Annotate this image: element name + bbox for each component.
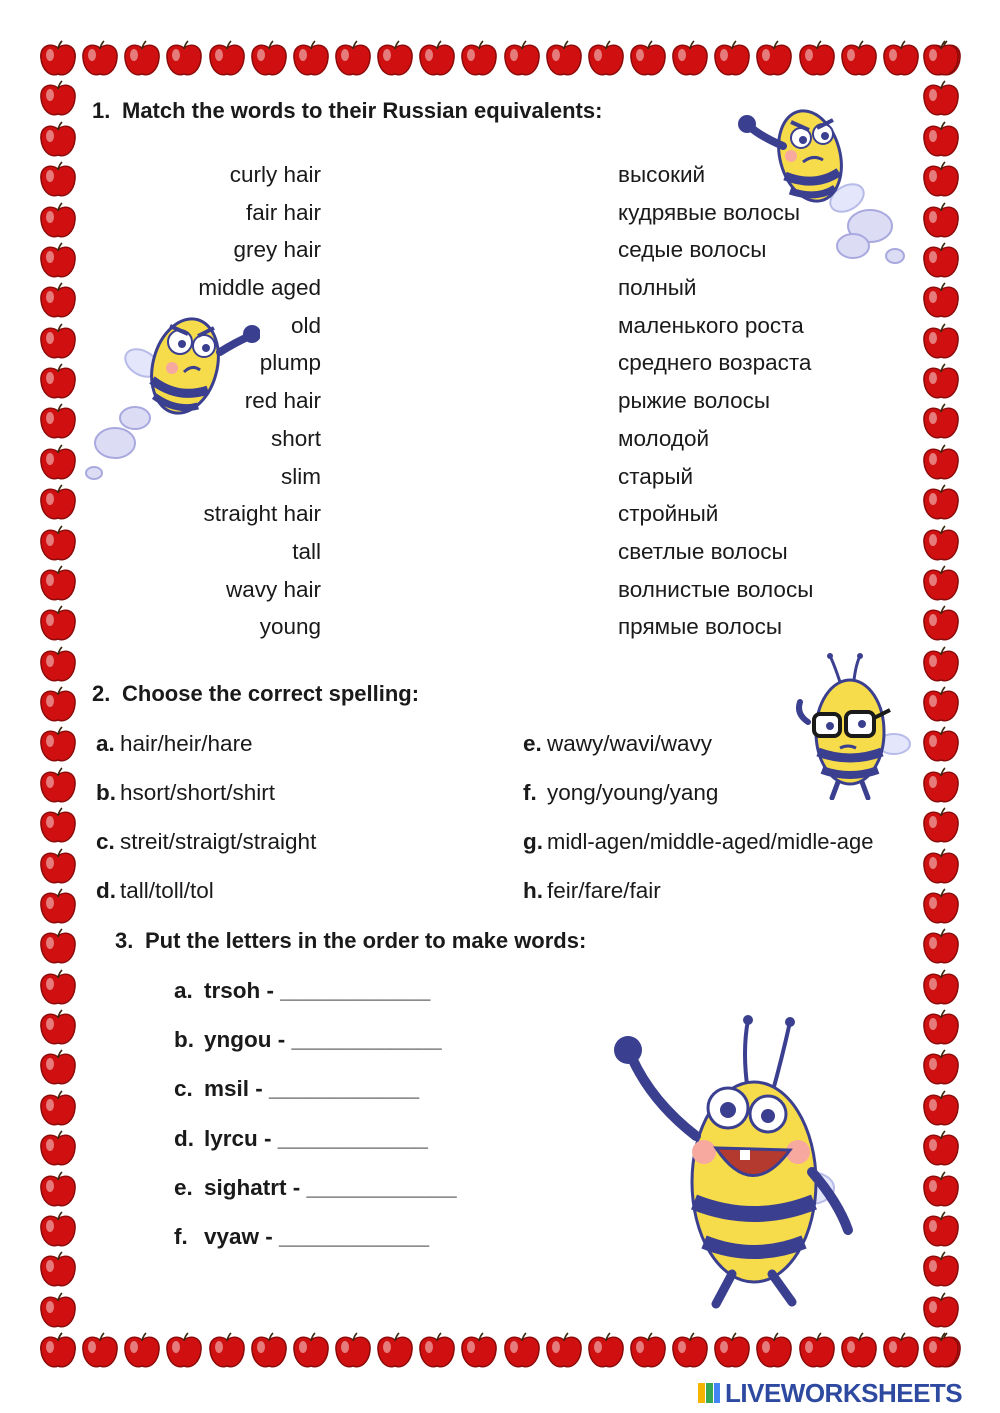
section1-title: Match the words to their Russian equivalents: (122, 98, 603, 123)
english-word[interactable]: wavy hair (225, 576, 321, 602)
angry-bee-left-illustration (80, 308, 260, 493)
scrambled-word-item[interactable]: e. sighatrt - ____________ (174, 1174, 457, 1200)
english-word[interactable]: grey hair (233, 237, 321, 263)
section2-number: 2. (92, 681, 111, 706)
russian-word[interactable]: прямые волосы (618, 614, 783, 640)
spelling-item: f. yong/young/yang (523, 780, 719, 805)
russian-word[interactable]: светлые волосы (618, 538, 788, 564)
spelling-item: c. streit/straigt/straight (96, 829, 317, 854)
section1-number: 1. (92, 98, 111, 123)
scrambled-word-item[interactable]: b. yngou - ____________ (174, 1027, 442, 1053)
logo-text: LIVEWORKSHEETS (725, 1377, 963, 1408)
english-word[interactable]: fair hair (245, 199, 321, 225)
russian-word[interactable]: молодой (618, 425, 710, 451)
spelling-options[interactable]: tall/toll/tol (120, 878, 214, 903)
section3-heading (115, 928, 586, 954)
english-word[interactable]: middle aged (198, 275, 321, 301)
russian-word[interactable]: полный (618, 275, 697, 301)
happy-bee-illustration (612, 1012, 860, 1315)
russian-word[interactable]: рыжие волосы (618, 388, 771, 414)
section2-title: Choose the correct spelling: (122, 681, 420, 706)
logo-mark-icon (697, 1381, 721, 1405)
english-word[interactable]: red hair (244, 388, 321, 414)
spelling-item: e. wawy/wavi/wavy (523, 731, 713, 756)
english-word[interactable]: tall (292, 538, 321, 564)
scrambled-word-item[interactable]: f. vyaw - ____________ (174, 1223, 430, 1249)
spelling-options[interactable]: wawy/wavi/wavy (547, 731, 713, 756)
english-word[interactable]: old (290, 312, 321, 338)
russian-word[interactable]: стройный (618, 501, 719, 527)
scrambled-word-item[interactable]: c. msil - ____________ (174, 1076, 420, 1102)
spelling-options[interactable]: streit/straigt/straight (120, 829, 317, 854)
spelling-item: g. midl-agen/middle-aged/midle-age (523, 829, 874, 854)
spelling-item: h. feir/fare/fair (523, 878, 661, 903)
english-word[interactable]: curly hair (229, 162, 321, 187)
russian-word[interactable]: седые волосы (618, 237, 767, 263)
spelling-options[interactable]: midl-agen/middle-aged/midle-age (547, 829, 874, 854)
russian-word[interactable]: высокий (618, 162, 706, 187)
scrambled-word-list (174, 966, 457, 1261)
angry-bee-top-right-illustration (735, 96, 915, 281)
section1-heading (92, 98, 602, 124)
spelling-options[interactable]: yong/young/yang (547, 780, 719, 805)
section2-heading (92, 681, 419, 707)
spelling-options[interactable]: feir/fare/fair (547, 878, 661, 903)
english-word[interactable]: slim (281, 463, 321, 489)
russian-word[interactable]: старый (618, 463, 694, 489)
russian-word[interactable]: маленького роста (618, 312, 804, 338)
scrambled-word-item[interactable]: a. trsoh - ____________ (174, 978, 431, 1003)
russian-word[interactable]: кудрявые волосы (618, 199, 801, 225)
spelling-options[interactable]: hsort/short/shirt (120, 780, 276, 805)
liveworksheets-logo (697, 1378, 962, 1408)
section3-title: Put the letters in the order to make words: (145, 928, 587, 953)
english-word[interactable]: young (259, 614, 321, 640)
spelling-item: a. hair/heir/hare (96, 731, 253, 756)
spelling-options[interactable]: hair/heir/hare (120, 731, 253, 756)
spelling-item: b. hsort/short/shirt (96, 780, 276, 805)
english-word[interactable]: straight hair (203, 501, 321, 527)
russian-word[interactable]: среднего возраста (618, 350, 812, 376)
russian-word[interactable]: волнистые волосы (618, 576, 814, 602)
nerd-bee-illustration (790, 652, 915, 800)
section3-number: 3. (115, 928, 134, 953)
spelling-item: d. tall/toll/tol (96, 878, 214, 903)
scrambled-word-item[interactable]: d. lyrcu - ____________ (174, 1125, 428, 1151)
spelling-list-left (96, 719, 316, 915)
english-word[interactable]: short (270, 425, 321, 451)
english-word[interactable]: plump (259, 350, 321, 376)
